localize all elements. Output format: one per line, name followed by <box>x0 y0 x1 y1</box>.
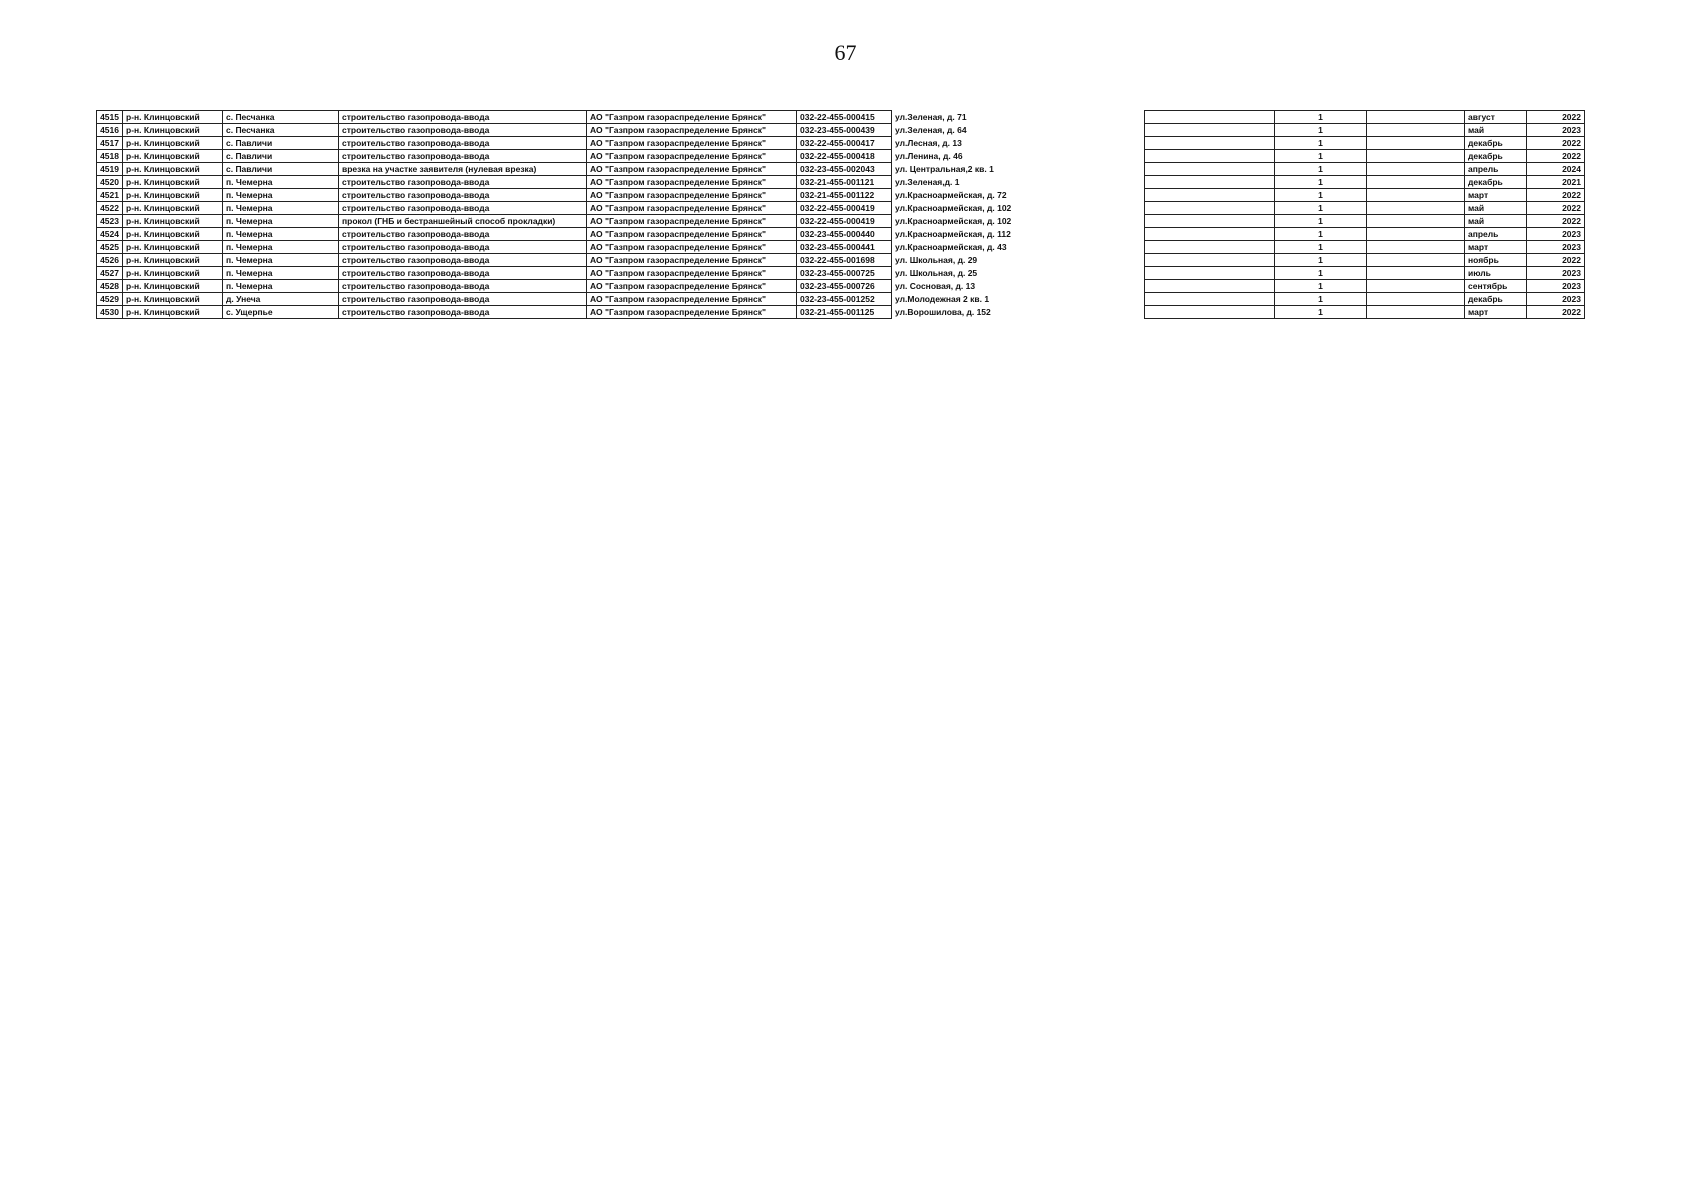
blank-cell <box>1145 111 1275 124</box>
table-row <box>1145 163 1585 176</box>
month-cell: ноябрь <box>1465 254 1527 267</box>
row-number: 4528 <box>97 280 123 293</box>
district-cell: р-н. Клинцовский <box>123 176 223 189</box>
month-cell: декабрь <box>1465 150 1527 163</box>
address-cell: ул.Лесная, д. 13 <box>895 137 962 148</box>
year-cell: 2022 <box>1527 254 1585 267</box>
row-number: 4516 <box>97 124 123 137</box>
address-cell: ул. Сосновая, д. 13 <box>895 280 976 291</box>
table-row <box>1145 241 1585 254</box>
table-row <box>1145 124 1585 137</box>
quantity-cell: 1 <box>1275 228 1367 241</box>
address-cell: ул.Зеленая,д. 1 <box>895 176 960 187</box>
district-cell: р-н. Клинцовский <box>123 163 223 176</box>
month-cell: декабрь <box>1465 293 1527 306</box>
blank-cell <box>1367 228 1465 241</box>
page-number: 67 <box>834 40 857 65</box>
work-type-cell: строительство газопровода-ввода <box>339 228 587 241</box>
table-row <box>1145 280 1585 293</box>
blank-cell <box>1367 189 1465 202</box>
blank-cell <box>1145 267 1275 280</box>
month-cell: май <box>1465 215 1527 228</box>
registry-number-cell: 032-23-455-002043 <box>797 163 892 176</box>
row-number: 4526 <box>97 254 123 267</box>
blank-cell <box>1367 280 1465 293</box>
table-row <box>1145 228 1585 241</box>
work-type-cell: строительство газопровода-ввода <box>339 202 587 215</box>
year-cell: 2022 <box>1527 202 1585 215</box>
settlement-cell: п. Чемерна <box>223 176 339 189</box>
month-cell: май <box>1465 202 1527 215</box>
address-cell: ул.Зеленая, д. 64 <box>895 124 967 135</box>
registry-number-cell: 032-23-455-000439 <box>797 124 892 137</box>
table-row <box>97 176 941 189</box>
organization-cell: АО "Газпром газораспределение Брянск" <box>587 176 797 189</box>
quantity-cell: 1 <box>1275 293 1367 306</box>
address-cell: ул.Красноармейская, д. 102 <box>895 215 1012 226</box>
work-type-cell: строительство газопровода-ввода <box>339 150 587 163</box>
row-number: 4519 <box>97 163 123 176</box>
organization-cell: АО "Газпром газораспределение Брянск" <box>587 293 797 306</box>
blank-cell <box>1145 293 1275 306</box>
table-row <box>1145 254 1585 267</box>
organization-cell: АО "Газпром газораспределение Брянск" <box>587 163 797 176</box>
work-type-cell: строительство газопровода-ввода <box>339 280 587 293</box>
work-type-cell: строительство газопровода-ввода <box>339 267 587 280</box>
row-number: 4520 <box>97 176 123 189</box>
row-number: 4530 <box>97 306 123 319</box>
organization-cell: АО "Газпром газораспределение Брянск" <box>587 306 797 319</box>
year-cell: 2022 <box>1527 189 1585 202</box>
table-row <box>1145 137 1585 150</box>
organization-cell: АО "Газпром газораспределение Брянск" <box>587 137 797 150</box>
year-cell: 2022 <box>1527 150 1585 163</box>
quantity-cell: 1 <box>1275 280 1367 293</box>
address-cell: ул. Школьная, д. 25 <box>895 267 978 278</box>
table-row <box>97 293 941 306</box>
work-type-cell: строительство газопровода-ввода <box>339 124 587 137</box>
table-row <box>97 111 941 124</box>
organization-cell: АО "Газпром газораспределение Брянск" <box>587 254 797 267</box>
year-cell: 2022 <box>1527 111 1585 124</box>
quantity-cell: 1 <box>1275 150 1367 163</box>
address-cell: ул.Молодежная 2 кв. 1 <box>895 293 990 304</box>
district-cell: р-н. Клинцовский <box>123 215 223 228</box>
work-type-cell: строительство газопровода-ввода <box>339 137 587 150</box>
settlement-cell: п. Чемерна <box>223 241 339 254</box>
blank-cell <box>1367 241 1465 254</box>
blank-cell <box>1145 306 1275 319</box>
row-number: 4515 <box>97 111 123 124</box>
organization-cell: АО "Газпром газораспределение Брянск" <box>587 215 797 228</box>
address-cell: ул.Ленина, д. 46 <box>895 150 963 161</box>
blank-cell <box>1145 241 1275 254</box>
registry-number-cell: 032-21-455-001125 <box>797 306 892 319</box>
row-number: 4525 <box>97 241 123 254</box>
blank-cell <box>1145 150 1275 163</box>
table-row <box>97 137 941 150</box>
address-cell: ул.Зеленая, д. 71 <box>895 111 967 122</box>
table-row <box>1145 267 1585 280</box>
blank-cell <box>1367 202 1465 215</box>
work-type-cell: строительство газопровода-ввода <box>339 254 587 267</box>
blank-cell <box>1145 124 1275 137</box>
month-cell: июль <box>1465 267 1527 280</box>
work-type-cell: строительство газопровода-ввода <box>339 176 587 189</box>
year-cell: 2023 <box>1527 280 1585 293</box>
table-row <box>97 150 941 163</box>
address-cell: ул.Красноармейская, д. 112 <box>895 228 1011 239</box>
year-cell: 2023 <box>1527 228 1585 241</box>
table-row <box>97 202 941 215</box>
registry-number-cell: 032-22-455-000418 <box>797 150 892 163</box>
blank-cell <box>1367 163 1465 176</box>
organization-cell: АО "Газпром газораспределение Брянск" <box>587 111 797 124</box>
table-row <box>97 189 941 202</box>
organization-cell: АО "Газпром газораспределение Брянск" <box>587 124 797 137</box>
table-row <box>97 163 941 176</box>
settlement-cell: п. Чемерна <box>223 189 339 202</box>
table-row <box>97 254 941 267</box>
month-cell: март <box>1465 241 1527 254</box>
row-number: 4517 <box>97 137 123 150</box>
district-cell: р-н. Клинцовский <box>123 254 223 267</box>
settlement-cell: с. Павличи <box>223 137 339 150</box>
address-cell: ул. Центральная,2 кв. 1 <box>895 163 994 174</box>
row-number: 4521 <box>97 189 123 202</box>
work-type-cell: строительство газопровода-ввода <box>339 111 587 124</box>
quantity-cell: 1 <box>1275 306 1367 319</box>
year-cell: 2023 <box>1527 293 1585 306</box>
registry-number-cell: 032-21-455-001121 <box>797 176 892 189</box>
district-cell: р-н. Клинцовский <box>123 150 223 163</box>
quantity-cell: 1 <box>1275 189 1367 202</box>
district-cell: р-н. Клинцовский <box>123 137 223 150</box>
blank-cell <box>1367 267 1465 280</box>
registry-number-cell: 032-23-455-000726 <box>797 280 892 293</box>
table-row <box>97 306 941 319</box>
settlement-cell: с. Ущерпье <box>223 306 339 319</box>
settlement-cell: с. Песчанка <box>223 124 339 137</box>
month-cell: апрель <box>1465 163 1527 176</box>
district-cell: р-н. Клинцовский <box>123 124 223 137</box>
row-number: 4522 <box>97 202 123 215</box>
registry-number-cell: 032-23-455-000441 <box>797 241 892 254</box>
table-row <box>1145 189 1585 202</box>
table-row <box>97 215 941 228</box>
work-type-cell: строительство газопровода-ввода <box>339 306 587 319</box>
blank-cell <box>1367 111 1465 124</box>
registry-number-cell: 032-21-455-001122 <box>797 189 892 202</box>
quantity-cell: 1 <box>1275 215 1367 228</box>
table-row <box>1145 176 1585 189</box>
blank-cell <box>1145 189 1275 202</box>
blank-cell <box>1367 150 1465 163</box>
registry-number-cell: 032-22-455-000417 <box>797 137 892 150</box>
blank-cell <box>1145 280 1275 293</box>
district-cell: р-н. Клинцовский <box>123 228 223 241</box>
organization-cell: АО "Газпром газораспределение Брянск" <box>587 228 797 241</box>
settlement-cell: п. Чемерна <box>223 202 339 215</box>
work-type-cell: строительство газопровода-ввода <box>339 241 587 254</box>
month-cell: апрель <box>1465 228 1527 241</box>
work-type-cell: строительство газопровода-ввода <box>339 293 587 306</box>
work-type-cell: строительство газопровода-ввода <box>339 189 587 202</box>
table-row <box>97 124 941 137</box>
settlement-cell: с. Песчанка <box>223 111 339 124</box>
quantity-cell: 1 <box>1275 267 1367 280</box>
table-row <box>97 241 941 254</box>
table-row <box>1145 111 1585 124</box>
year-cell: 2022 <box>1527 215 1585 228</box>
month-cell: август <box>1465 111 1527 124</box>
table-row <box>1145 202 1585 215</box>
table-row <box>97 228 941 241</box>
quantity-cell: 1 <box>1275 111 1367 124</box>
district-cell: р-н. Клинцовский <box>123 306 223 319</box>
registry-number-cell: 032-22-455-000415 <box>797 111 892 124</box>
month-cell: май <box>1465 124 1527 137</box>
blank-cell <box>1367 124 1465 137</box>
blank-cell <box>1145 215 1275 228</box>
organization-cell: АО "Газпром газораспределение Брянск" <box>587 202 797 215</box>
month-cell: март <box>1465 189 1527 202</box>
settlement-cell: с. Павличи <box>223 163 339 176</box>
blank-cell <box>1367 176 1465 189</box>
blank-cell <box>1145 163 1275 176</box>
blank-cell <box>1367 215 1465 228</box>
table-row <box>1145 150 1585 163</box>
settlement-cell: п. Чемерна <box>223 267 339 280</box>
quantity-cell: 1 <box>1275 254 1367 267</box>
quantity-cell: 1 <box>1275 176 1367 189</box>
district-cell: р-н. Клинцовский <box>123 241 223 254</box>
blank-cell <box>1145 137 1275 150</box>
settlement-cell: д. Унеча <box>223 293 339 306</box>
address-cell: ул. Школьная, д. 29 <box>895 254 978 265</box>
year-cell: 2022 <box>1527 137 1585 150</box>
registry-number-cell: 032-22-455-001698 <box>797 254 892 267</box>
year-cell: 2023 <box>1527 241 1585 254</box>
registry-number-cell: 032-22-455-000419 <box>797 202 892 215</box>
district-cell: р-н. Клинцовский <box>123 293 223 306</box>
quantity-cell: 1 <box>1275 124 1367 137</box>
year-cell: 2022 <box>1527 306 1585 319</box>
blank-cell <box>1145 228 1275 241</box>
registry-number-cell: 032-23-455-000440 <box>797 228 892 241</box>
work-type-cell: врезка на участке заявителя (нулевая врезка) <box>339 163 587 176</box>
blank-cell <box>1367 293 1465 306</box>
registry-number-cell: 032-23-455-001252 <box>797 293 892 306</box>
year-cell: 2021 <box>1527 176 1585 189</box>
quantity-cell: 1 <box>1275 137 1367 150</box>
row-number: 4518 <box>97 150 123 163</box>
blank-cell <box>1145 254 1275 267</box>
row-number: 4523 <box>97 215 123 228</box>
data-table-left <box>96 110 1012 319</box>
row-number: 4524 <box>97 228 123 241</box>
month-cell: декабрь <box>1465 137 1527 150</box>
district-cell: р-н. Клинцовский <box>123 267 223 280</box>
district-cell: р-н. Клинцовский <box>123 111 223 124</box>
organization-cell: АО "Газпром газораспределение Брянск" <box>587 150 797 163</box>
registry-number-cell: 032-23-455-000725 <box>797 267 892 280</box>
address-cell: ул.Ворошилова, д. 152 <box>895 306 991 317</box>
address-cell: ул.Красноармейская, д. 102 <box>895 202 1012 213</box>
year-cell: 2023 <box>1527 124 1585 137</box>
blank-cell <box>1367 254 1465 267</box>
blank-cell <box>1145 176 1275 189</box>
district-cell: р-н. Клинцовский <box>123 280 223 293</box>
table-row <box>97 267 941 280</box>
settlement-cell: п. Чемерна <box>223 228 339 241</box>
data-table-right <box>1144 110 1585 319</box>
year-cell: 2024 <box>1527 163 1585 176</box>
blank-cell <box>1367 137 1465 150</box>
month-cell: сентябрь <box>1465 280 1527 293</box>
settlement-cell: п. Чемерна <box>223 215 339 228</box>
organization-cell: АО "Газпром газораспределение Брянск" <box>587 241 797 254</box>
organization-cell: АО "Газпром газораспределение Брянск" <box>587 189 797 202</box>
table-row <box>97 280 941 293</box>
row-number: 4527 <box>97 267 123 280</box>
registry-number-cell: 032-22-455-000419 <box>797 215 892 228</box>
table-row <box>1145 293 1585 306</box>
month-cell: декабрь <box>1465 176 1527 189</box>
district-cell: р-н. Клинцовский <box>123 202 223 215</box>
settlement-cell: с. Павличи <box>223 150 339 163</box>
blank-cell <box>1367 306 1465 319</box>
blank-cell <box>1145 202 1275 215</box>
table-row <box>1145 215 1585 228</box>
address-cell: ул.Красноармейская, д. 72 <box>895 189 1007 200</box>
organization-cell: АО "Газпром газораспределение Брянск" <box>587 267 797 280</box>
quantity-cell: 1 <box>1275 163 1367 176</box>
address-cell: ул.Красноармейская, д. 43 <box>895 241 1007 252</box>
table-row <box>1145 306 1585 319</box>
settlement-cell: п. Чемерна <box>223 254 339 267</box>
organization-cell: АО "Газпром газораспределение Брянск" <box>587 280 797 293</box>
month-cell: март <box>1465 306 1527 319</box>
year-cell: 2023 <box>1527 267 1585 280</box>
row-number: 4529 <box>97 293 123 306</box>
quantity-cell: 1 <box>1275 202 1367 215</box>
district-cell: р-н. Клинцовский <box>123 189 223 202</box>
settlement-cell: п. Чемерна <box>223 280 339 293</box>
work-type-cell: прокол (ГНБ и бестраншейный способ прокладки) <box>339 215 587 228</box>
quantity-cell: 1 <box>1275 241 1367 254</box>
